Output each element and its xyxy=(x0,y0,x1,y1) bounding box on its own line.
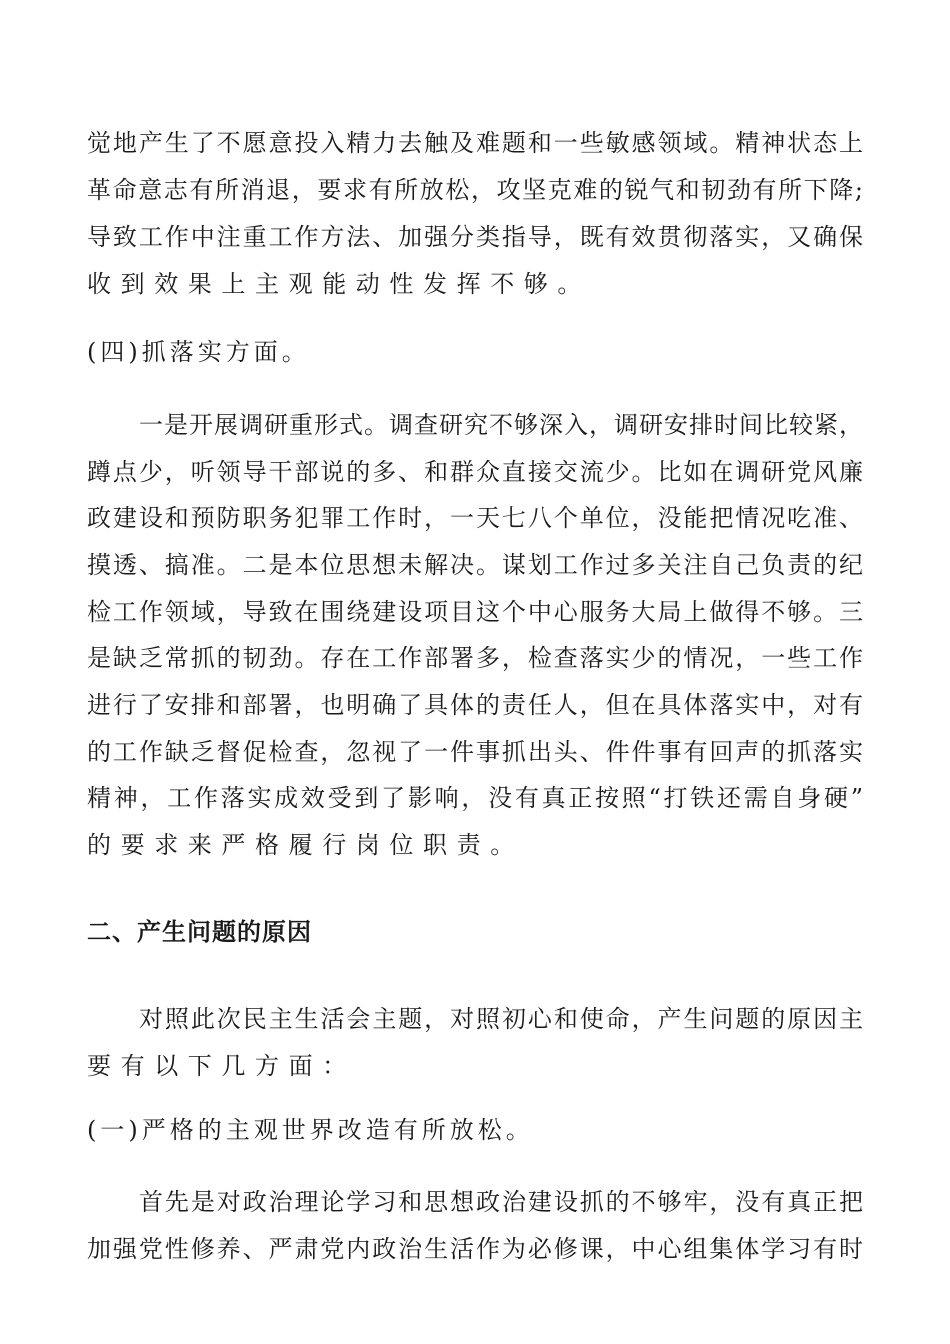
paragraph-line: 检工作领域，导致在围绕建设项目这个中心服务大局上做得不够。三 xyxy=(87,598,863,626)
paragraph-line: 政建设和预防职务犯罪工作时，一天七八个单位，没能把情况吃准、 xyxy=(87,504,863,532)
paragraph-line: 对照此次民主生活会主题，对照初心和使命，产生问题的原因主 xyxy=(139,1005,863,1033)
paragraph-line: 蹲点少，听领导干部说的多、和群众直接交流少。比如在调研党风廉 xyxy=(87,458,863,486)
sub-heading-implementation: (四)抓落实方面。 xyxy=(87,338,310,366)
sub-heading-worldview: (一)严格的主观世界改造有所放松。 xyxy=(87,1116,534,1144)
paragraph-line: 摸透、搞准。二是本位思想未解决。谋划工作过多关注自己负责的纪 xyxy=(87,551,863,579)
paragraph-line: 加强党性修养、严肃党内政治生活作为必修课，中心组集体学习有时 xyxy=(87,1235,863,1263)
section-heading-causes: 二、产生问题的原因 xyxy=(87,918,312,946)
paragraph-line: 是缺乏常抓的韧劲。存在工作部署多，检查落实少的情况，一些工作 xyxy=(87,644,863,672)
paragraph-line: 的要求来严格履行岗位职责。 xyxy=(87,831,524,859)
paragraph-line: 精神，工作落实成效受到了影响，没有真正按照“打铁还需自身硬” xyxy=(87,784,863,812)
paragraph-line: 一是开展调研重形式。调查研究不够深入，调研安排时间比较紧， xyxy=(139,411,863,439)
paragraph-line: 要有以下几方面： xyxy=(87,1052,356,1080)
paragraph-line: 收到效果上主观能动性发挥不够。 xyxy=(87,270,591,298)
paragraph-line: 觉地产生了不愿意投入精力去触及难题和一些敏感领域。精神状态上 xyxy=(87,129,863,157)
paragraph-line: 导致工作中注重工作方法、加强分类指导，既有效贯彻落实，又确保 xyxy=(87,223,863,251)
paragraph-line: 进行了安排和部署，也明确了具体的责任人，但在具体落实中，对有 xyxy=(87,691,863,719)
paragraph-line: 的工作缺乏督促检查，忽视了一件事抓出头、件件事有回声的抓落实 xyxy=(87,738,863,766)
paragraph-line: 革命意志有所消退，要求有所放松，攻坚克难的锐气和韧劲有所下降; xyxy=(87,176,863,204)
paragraph-line: 首先是对政治理论学习和思想政治建设抓的不够牢，没有真正把 xyxy=(139,1188,863,1216)
